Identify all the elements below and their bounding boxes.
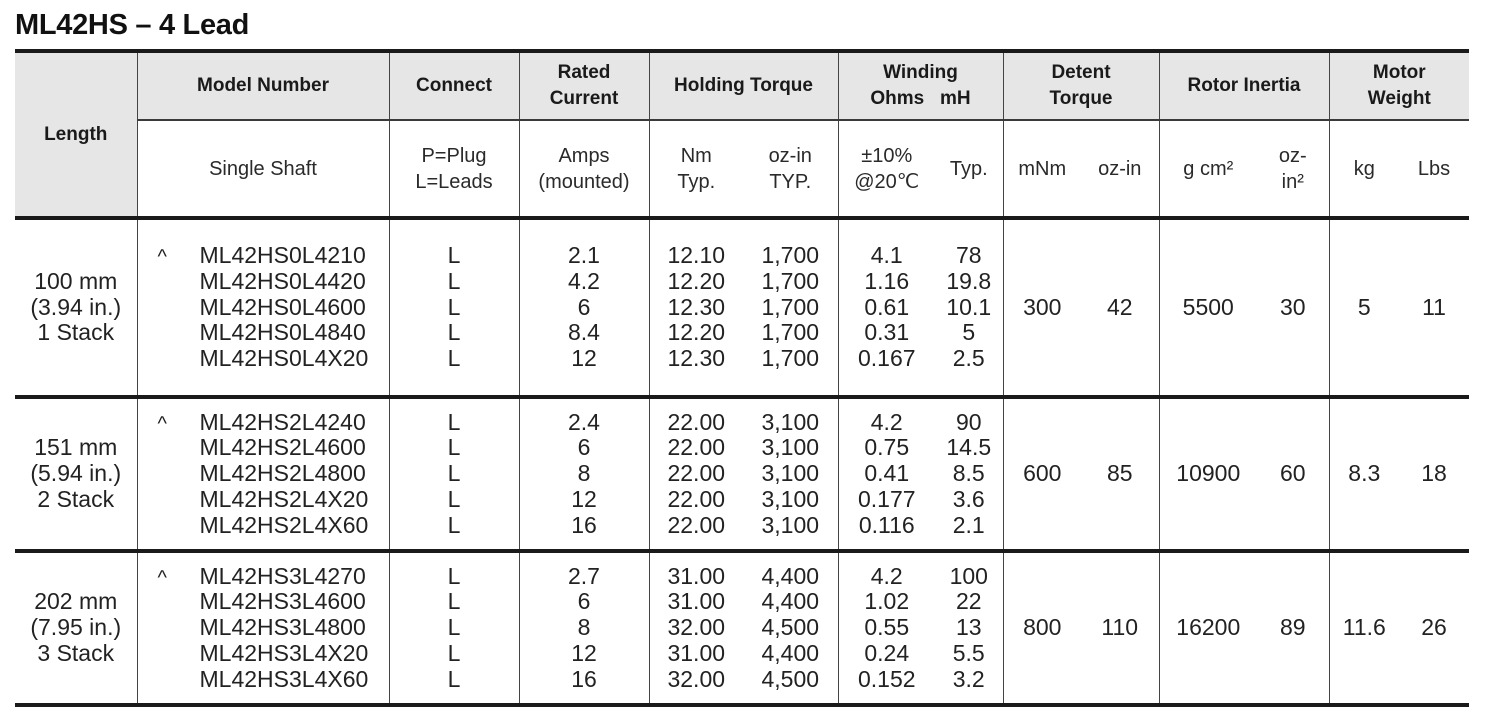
connect-list: L L L L L: [389, 218, 519, 397]
ohms-list: 4.2 0.75 0.41 0.177 0.116: [838, 397, 935, 551]
length-cell: 100 mm (3.94 in.) 1 Stack: [15, 218, 137, 397]
rotor-g-cm2: 16200: [1159, 551, 1257, 705]
model-list: ^ ML42HS0L4210 ML42HS0L4420 ML42HS0L4600 ML42HS0L4840 ML42HS0L4X20: [137, 218, 389, 397]
subheader-g-cm2: g cm²: [1159, 120, 1257, 218]
detent-oz-in: 110: [1081, 551, 1159, 705]
length-cell: 151 mm (5.94 in.) 2 Stack: [15, 397, 137, 551]
subheader-mh: Typ.: [935, 120, 1003, 218]
subheader-connect: P=Plug L=Leads: [389, 120, 519, 218]
model-list: ^ ML42HS3L4270 ML42HS3L4600 ML42HS3L4800 ML42HS3L4X20 ML42HS3L4X60: [137, 551, 389, 705]
page-title: ML42HS – 4 Lead: [15, 9, 250, 41]
caret-marker: ^: [157, 412, 167, 435]
header-rotor-inertia: Rotor Inertia: [1159, 51, 1329, 120]
header-detent-torque: Detent Torque: [1003, 51, 1159, 120]
rotor-oz-in2: 89: [1257, 551, 1329, 705]
subheader-rotor-oz-in2: oz- in²: [1257, 120, 1329, 218]
nm-list: 31.00 31.00 32.00 31.00 32.00: [649, 551, 743, 705]
mh-list: 90 14.5 8.5 3.6 2.1: [935, 397, 1003, 551]
rotor-g-cm2: 10900: [1159, 397, 1257, 551]
header-length: Length: [15, 51, 137, 218]
ohms-list: 4.2 1.02 0.55 0.24 0.152: [838, 551, 935, 705]
nm-list: 12.10 12.20 12.30 12.20 12.30: [649, 218, 743, 397]
weight-kg: 8.3: [1329, 397, 1399, 551]
header-winding: Winding Ohms mH: [838, 51, 1003, 120]
detent-oz-in: 85: [1081, 397, 1159, 551]
caret-marker: ^: [157, 246, 167, 268]
detent-mnm: 600: [1003, 397, 1081, 551]
subheader-mnm: mNm: [1003, 120, 1081, 218]
spec-table: [15, 49, 1469, 707]
detent-mnm: 300: [1003, 218, 1081, 397]
header-rated-current: Rated Current: [519, 51, 649, 120]
detent-mnm: 800: [1003, 551, 1081, 705]
subheader-single-shaft: Single Shaft: [137, 120, 389, 218]
current-list: 2.7 6 8 12 16: [519, 551, 649, 705]
weight-lbs: 18: [1399, 397, 1469, 551]
subheader-nm: Nm Typ.: [649, 120, 743, 218]
subheader-amps: Amps (mounted): [519, 120, 649, 218]
subheader-lbs: Lbs: [1399, 120, 1469, 218]
oz-in-list: 1,700 1,700 1,700 1,700 1,700: [743, 218, 838, 397]
weight-lbs: 26: [1399, 551, 1469, 705]
weight-kg: 5: [1329, 218, 1399, 397]
header-holding-torque: Holding Torque: [649, 51, 838, 120]
connect-list: L L L L L: [389, 397, 519, 551]
oz-in-list: 3,100 3,100 3,100 3,100 3,100: [743, 397, 838, 551]
subheader-detent-oz-in: oz-in: [1081, 120, 1159, 218]
subheader-ohms: ±10% @20℃: [838, 120, 935, 218]
header-motor-weight: Motor Weight: [1329, 51, 1469, 120]
mh-list: 100 22 13 5.5 3.2: [935, 551, 1003, 705]
weight-lbs: 11: [1399, 218, 1469, 397]
oz-in-list: 4,400 4,400 4,500 4,400 4,500: [743, 551, 838, 705]
model-list: ^ ML42HS2L4240 ML42HS2L4600 ML42HS2L4800 ML42HS2L4X20 ML42HS2L4X60: [137, 397, 389, 551]
ohms-list: 4.1 1.16 0.61 0.31 0.167: [838, 218, 935, 397]
current-list: 2.1 4.2 6 8.4 12: [519, 218, 649, 397]
header-connect: Connect: [389, 51, 519, 120]
mh-list: 78 19.8 10.1 5 2.5: [935, 218, 1003, 397]
weight-kg: 11.6: [1329, 551, 1399, 705]
detent-oz-in: 42: [1081, 218, 1159, 397]
subheader-oz-in: oz-in TYP.: [743, 120, 838, 218]
rotor-oz-in2: 60: [1257, 397, 1329, 551]
nm-list: 22.00 22.00 22.00 22.00 22.00: [649, 397, 743, 551]
table-row: [15, 551, 1469, 705]
header-model-number: Model Number: [137, 51, 389, 120]
connect-list: L L L L L: [389, 551, 519, 705]
current-list: 2.4 6 8 12 16: [519, 397, 649, 551]
length-cell: 202 mm (7.95 in.) 3 Stack: [15, 551, 137, 705]
table-row: [15, 397, 1469, 551]
rotor-oz-in2: 30: [1257, 218, 1329, 397]
rotor-g-cm2: 5500: [1159, 218, 1257, 397]
caret-marker: ^: [157, 566, 167, 589]
table-row: [15, 218, 1469, 397]
subheader-kg: kg: [1329, 120, 1399, 218]
